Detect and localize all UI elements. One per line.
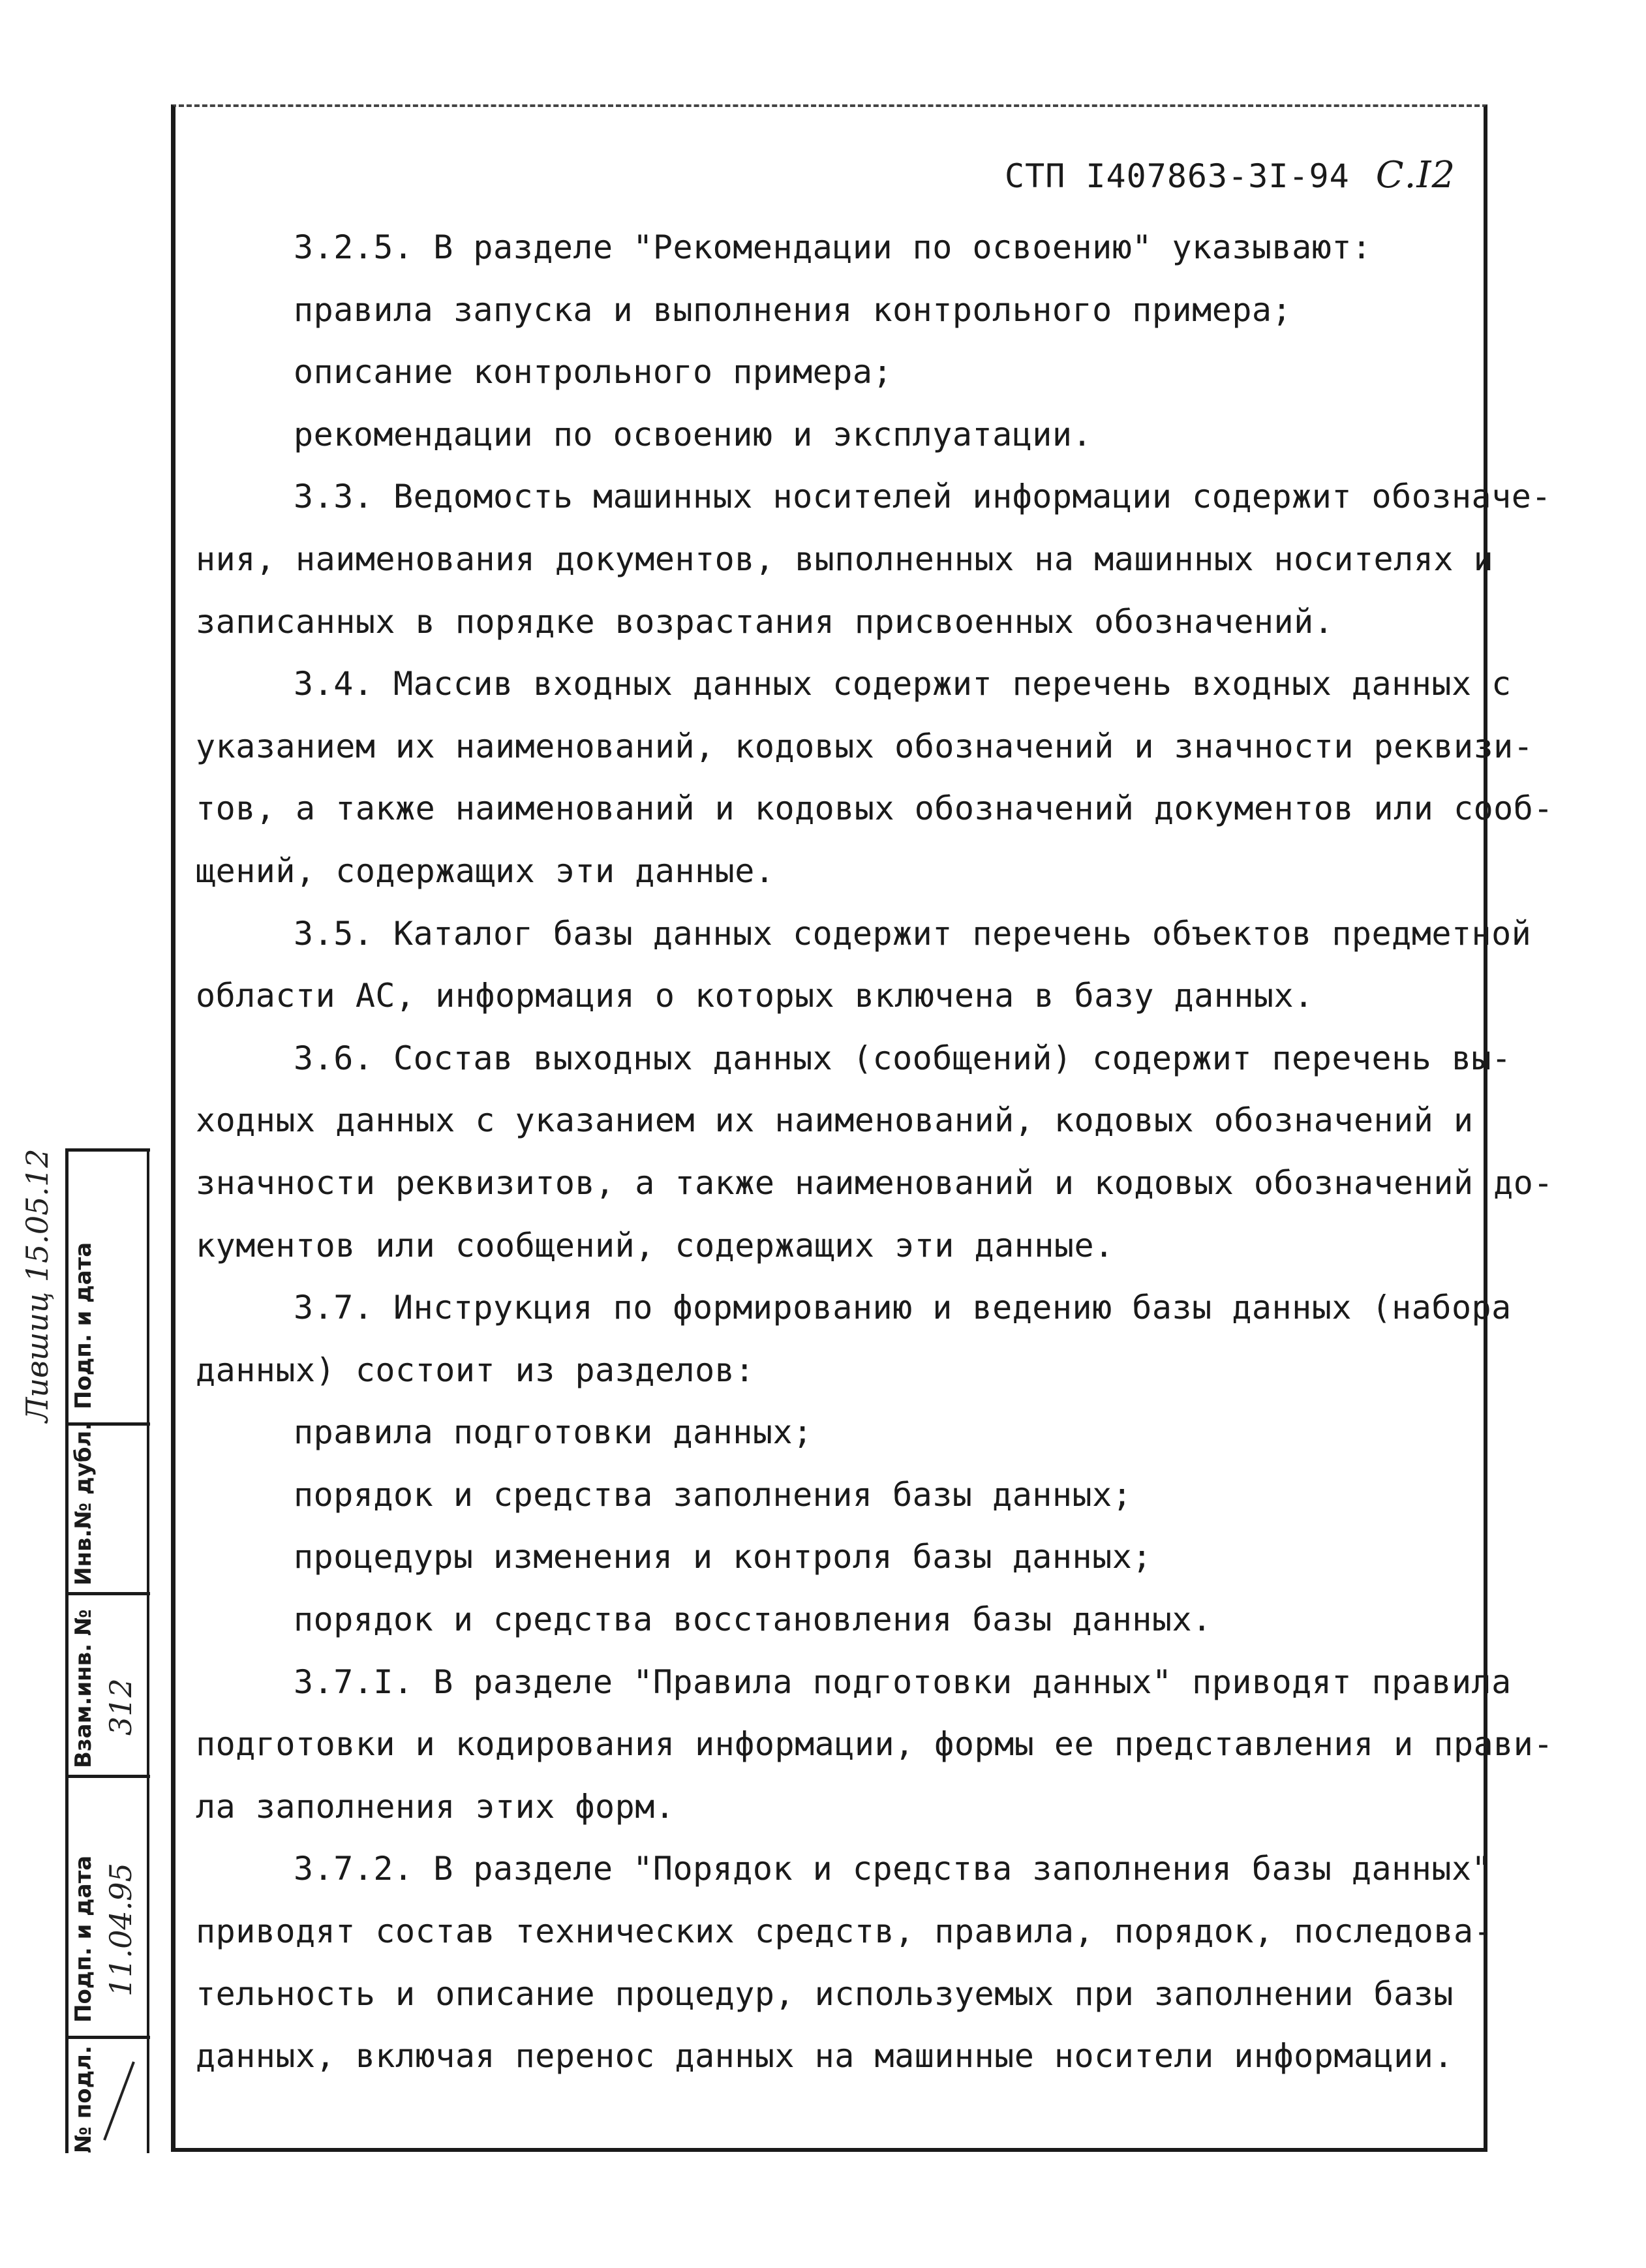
stamp-label-orig-no: № подл. (70, 2046, 97, 2153)
text-line: подготовки и кодирования информации, формы ее представления и прави- (196, 1725, 1553, 1764)
stamp-divider (65, 1148, 150, 1152)
text-line: данных, включая перенос данных на машинные носители информации. (196, 2037, 1454, 2076)
text-line: 3.5. Каталог базы данных содержит перечень объектов предметной (294, 914, 1532, 953)
text-line: 3.2.5. В разделе "Рекомендации по освоению" указывают: (294, 228, 1372, 266)
text-line: ния, наименования документов, выполненных на машинных носителях и (196, 540, 1494, 578)
stamp-divider (65, 1775, 150, 1778)
document-body (196, 217, 1553, 2088)
stamp-divider (65, 1592, 150, 1595)
text-line: 3.6. Состав выходных данных (сообщений) содержит перечень вы- (294, 1039, 1512, 1077)
handwritten-mark (98, 2049, 144, 2147)
handwritten-signature: Лившиц 15.05.12 (20, 1148, 55, 1422)
doc-code: СТП I407863-3I-94 (1005, 157, 1350, 195)
text-line: описание контрольного примера; (294, 353, 893, 391)
text-line: правила запуска и выполнения контрольного примера; (294, 290, 1292, 329)
stamp-label-sign-date: Подп. и дата (70, 1242, 97, 1409)
text-line: данных) состоит из разделов: (196, 1351, 755, 1389)
handwritten-date: 11.04.95 (103, 1863, 138, 1997)
text-line: правила подготовки данных; (294, 1413, 813, 1452)
stamp-label-replace-inv: Взам.инв. № (70, 1609, 97, 1768)
margin-stamp (0, 1148, 150, 2153)
text-line: области АС, информация о которых включена в базу данных. (196, 977, 1314, 1015)
text-line: 3.7.2. В разделе "Порядок и средства заполнения базы данных" (294, 1850, 1492, 1888)
text-line: 3.7. Инструкция по формированию и ведению базы данных (набора (294, 1289, 1512, 1327)
stamp-label-dup-inv: Инв.№ дубл. (70, 1422, 97, 1586)
page-header (1005, 154, 1455, 196)
stamp-divider (65, 1148, 69, 2153)
text-line: щений, содержащих эти данные. (196, 851, 775, 890)
text-line: рекомендации по освоению и эксплуатации. (294, 415, 1093, 453)
text-line: ходных данных с указанием их наименований, кодовых обозначений и (196, 1101, 1474, 1140)
text-line: порядок и средства заполнения базы данных; (294, 1475, 1133, 1514)
text-line: тов, а также наименований и кодовых обозначений документов или сооб- (196, 789, 1553, 828)
text-line: указанием их наименований, кодовых обозначений и значности реквизи- (196, 727, 1534, 765)
text-line: 3.4. Массив входных данных содержит перечень входных данных с (294, 665, 1512, 703)
page-number: С.I2 (1375, 154, 1456, 196)
text-line: порядок и средства восстановления базы данных. (294, 1601, 1212, 1639)
handwritten-inv-number: 312 (103, 1678, 138, 1736)
text-line: значности реквизитов, а также наименований и кодовых обозначений до- (196, 1163, 1553, 1202)
text-line: ла заполнения этих форм. (196, 1787, 675, 1826)
text-line: тельность и описание процедур, используемых при заполнении базы (196, 1974, 1454, 2013)
stamp-label-sign-date-2: Подп. и дата (70, 1855, 97, 2023)
text-line: 3.7.I. В разделе "Правила подготовки данных" приводят правила (294, 1663, 1512, 1701)
text-line: приводят состав технических средств, правила, порядок, последова- (196, 1912, 1494, 1951)
stamp-divider (65, 2036, 150, 2039)
text-line: процедуры изменения и контроля базы данных; (294, 1538, 1152, 1576)
stamp-divider (147, 1148, 149, 2153)
text-line: кументов или сообщений, содержащих эти данные. (196, 1226, 1114, 1264)
text-line: 3.3. Ведомость машинных носителей информации содержит обозначе- (294, 478, 1551, 516)
text-line: записанных в порядке возрастания присвоенных обозначений. (196, 602, 1334, 641)
